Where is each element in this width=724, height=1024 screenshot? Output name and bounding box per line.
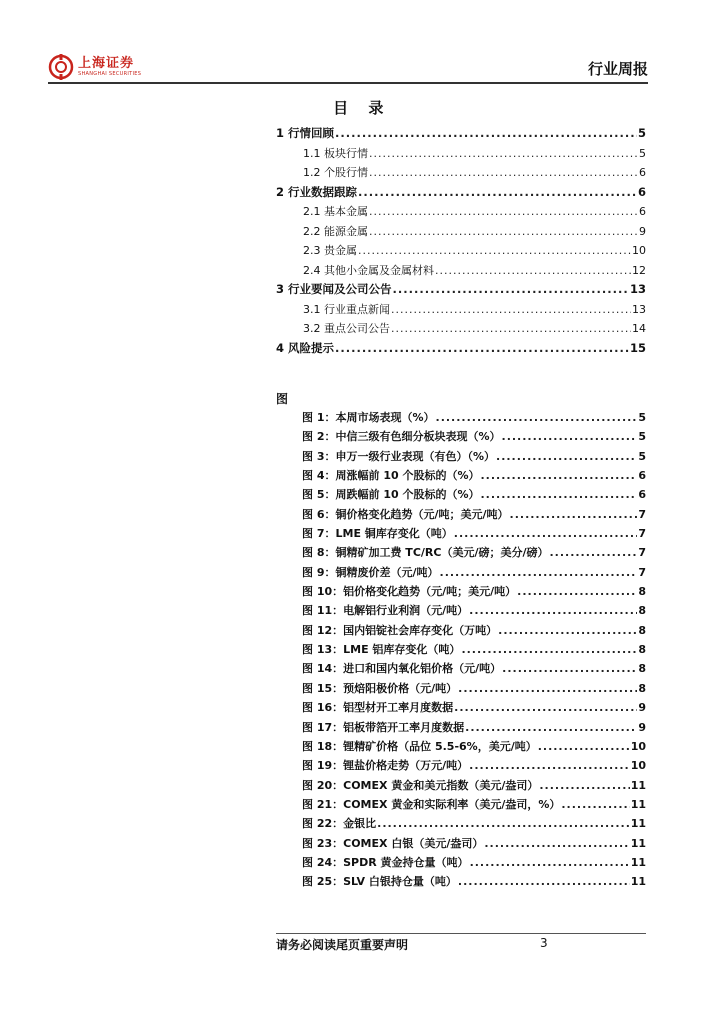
figure-entry-page: 6 (638, 469, 646, 483)
figure-entry-page: 10 (630, 739, 646, 753)
toc-entry-page: 5 (637, 126, 646, 140)
figure-entry[interactable] (302, 428, 646, 447)
toc-entry-page: 15 (629, 340, 646, 355)
toc-entry-label: 1.1 板块行情 (303, 146, 368, 160)
figure-entry[interactable] (302, 506, 646, 525)
figure-entry-page: 11 (630, 875, 646, 889)
figure-entry-page: 7 (638, 527, 646, 541)
figure-entry-page: 11 (630, 836, 646, 850)
figure-entry-label: 图 3：申万一级行业表现（有色）（%） (302, 449, 496, 463)
toc-entry-label: 2 行业数据跟踪 (276, 184, 358, 199)
toc-entry[interactable] (276, 184, 646, 204)
toc-entry-page: 5 (639, 146, 646, 160)
figure-entry-label: 图 11：电解铝行业利润（元/吨） (302, 604, 469, 618)
figure-entry-label: 图 20：COMEX 黄金和美元指数（美元/盎司） (302, 778, 539, 792)
figure-entry[interactable] (302, 719, 646, 738)
figure-entry-label: 图 21：COMEX 黄金和实际利率（美元/盎司，%） (302, 797, 561, 811)
figure-entry[interactable] (302, 602, 646, 621)
figure-entry[interactable] (302, 796, 646, 815)
toc-entry-label: 1.2 个股行情 (303, 166, 368, 179)
figure-entry[interactable] (302, 544, 646, 563)
figure-entry-page: 11 (630, 797, 646, 811)
figure-entry-page: 9 (638, 720, 646, 734)
toc-entry-page: 10 (632, 244, 646, 257)
figure-entry-page: 8 (638, 623, 646, 637)
toc-entry[interactable] (276, 223, 646, 243)
toc-entry-page: 14 (632, 322, 646, 335)
toc-entry-page: 6 (639, 166, 646, 179)
figure-entry-label: 图 1：本周市场表现（%） (302, 411, 435, 424)
figure-entry[interactable] (302, 699, 646, 718)
toc-entry-label: 2.3 贵金属 (303, 244, 357, 257)
figure-entry[interactable] (302, 583, 646, 602)
figure-entry[interactable] (302, 777, 646, 796)
figure-entry-page: 5 (638, 411, 646, 424)
figure-entry-label: 图 22：金银比 (302, 817, 377, 831)
figure-entry-label: 图 19：锂盐价格走势（万元/吨） (302, 759, 469, 773)
figure-entry-label: 图 2：中信三级有色细分板块表现（%） (302, 430, 501, 444)
footer-divider (276, 933, 646, 934)
figure-entry[interactable] (302, 854, 646, 873)
figure-entry[interactable] (302, 448, 646, 467)
figure-entry-page: 7 (638, 546, 646, 560)
figure-entry-page: 8 (638, 604, 646, 618)
figure-entry-label: 图 10：铝价格变化趋势（元/吨；美元/吨） (302, 585, 517, 599)
figure-entry-label: 图 6：铜价格变化趋势（元/吨；美元/吨） (302, 507, 509, 521)
figure-entry-label: 图 13：LME 铝库存变化（吨） (302, 643, 461, 657)
figure-entry[interactable] (302, 409, 646, 428)
toc-title: 目 录 (333, 99, 391, 117)
figure-entry-page: 9 (638, 701, 646, 715)
header-divider (48, 82, 648, 84)
figure-entry[interactable] (302, 525, 646, 544)
figure-entry-page: 11 (630, 778, 646, 792)
figure-entry[interactable] (302, 835, 646, 854)
page-number: 3 (540, 936, 548, 950)
figure-entry-page: 6 (638, 488, 646, 502)
figure-entry[interactable] (302, 757, 646, 776)
toc-entry-page: 6 (639, 205, 646, 218)
figure-entry[interactable] (302, 564, 646, 583)
figure-entry[interactable] (302, 680, 646, 699)
figure-entry-page: 7 (638, 565, 646, 579)
toc-entry-page: 13 (632, 302, 646, 316)
figure-entry[interactable] (302, 622, 646, 641)
toc-entry-label: 3 行业要闻及公司公告 (276, 282, 392, 296)
toc-entry-label: 1 行情回顾 (276, 126, 335, 140)
figure-entry-page: 8 (638, 681, 646, 695)
table-of-contents (276, 125, 646, 359)
figure-entry-label: 图 18：锂精矿价格（品位 5.5-6%，美元/吨） (302, 739, 537, 753)
figure-entry-label: 图 5：周跌幅前 10 个股标的（%） (302, 488, 480, 502)
figure-entry[interactable] (302, 873, 646, 892)
toc-entry[interactable] (276, 145, 646, 165)
figure-entry-page: 8 (638, 585, 646, 599)
figure-entry-label: 图 23：COMEX 白银（美元/盎司） (302, 836, 484, 850)
toc-entry[interactable] (276, 262, 646, 282)
figure-entry-label: 图 7：LME 铜库存变化（吨） (302, 527, 453, 541)
toc-entry-page: 6 (637, 184, 646, 199)
toc-entry-page: 12 (632, 263, 646, 277)
page-header (48, 52, 648, 82)
figure-entry-label: 图 9：铜精废价差（元/吨） (302, 565, 439, 579)
toc-entry-page: 13 (629, 282, 646, 296)
toc-entry[interactable] (276, 320, 646, 340)
company-logo (48, 52, 141, 82)
toc-entry[interactable] (276, 203, 646, 223)
figure-entry[interactable] (302, 467, 646, 486)
toc-entry-label: 3.2 重点公司公告 (303, 322, 390, 335)
figure-entry-page: 10 (630, 759, 646, 773)
toc-entry[interactable] (276, 242, 646, 262)
toc-entry[interactable] (276, 281, 646, 301)
toc-entry-label: 3.1 行业重点新闻 (303, 302, 390, 316)
figure-entry-page: 5 (638, 449, 646, 463)
logo-name-en: SHANGHAI SECURITIES (78, 71, 142, 77)
figure-entry[interactable] (302, 486, 646, 505)
toc-entry[interactable] (276, 125, 646, 145)
logo-seal-icon (48, 54, 74, 80)
figure-entry[interactable] (302, 660, 646, 679)
figure-entry-label: 图 17：铝板带箔开工率月度数据 (302, 720, 465, 734)
figure-entry-label: 图 14：进口和国内氧化铝价格（元/吨） (302, 662, 502, 676)
figure-entry-page: 11 (630, 855, 646, 869)
toc-entry-page: 9 (639, 224, 646, 238)
figure-entry-label: 图 25：SLV 白银持仓量（吨） (302, 875, 457, 889)
figure-entry-page: 5 (638, 430, 646, 444)
figure-entry-label: 图 8：铜精矿加工费 TC/RC（美元/磅；美分/磅） (302, 546, 549, 560)
figure-entry-label: 图 4：周涨幅前 10 个股标的（%） (302, 469, 480, 483)
toc-entry[interactable] (276, 340, 646, 360)
list-of-figures (302, 409, 646, 893)
toc-entry[interactable] (276, 301, 646, 321)
figure-entry-label: 图 12：国内铝锭社会库存变化（万吨） (302, 623, 498, 637)
figures-heading: 图 (276, 392, 289, 406)
figure-entry-page: 8 (638, 662, 646, 676)
toc-entry-label: 2.2 能源金属 (303, 224, 368, 238)
figure-entry-page: 7 (638, 507, 646, 521)
figure-entry-page: 11 (630, 817, 646, 831)
toc-entry-label: 2.4 其他小金属及金属材料 (303, 263, 434, 277)
figure-entry[interactable] (302, 641, 646, 660)
figure-entry-label: 图 16：铝型材开工率月度数据 (302, 701, 454, 715)
footer-disclaimer: 请务必阅读尾页重要声明 (276, 938, 409, 952)
logo-name-cn: 上海证券 (78, 56, 135, 71)
figure-entry[interactable] (302, 815, 646, 834)
toc-entry-label: 2.1 基本金属 (303, 205, 368, 218)
toc-entry[interactable] (276, 164, 646, 184)
toc-entry-label: 4 风险提示 (276, 340, 335, 355)
figure-entry-page: 8 (638, 643, 646, 657)
report-type: 行业周报 (587, 60, 648, 78)
figure-entry[interactable] (302, 738, 646, 757)
figure-entry-label: 图 15：预焙阳极价格（元/吨） (302, 681, 458, 695)
figure-entry-label: 图 24：SPDR 黄金持仓量（吨） (302, 855, 469, 869)
